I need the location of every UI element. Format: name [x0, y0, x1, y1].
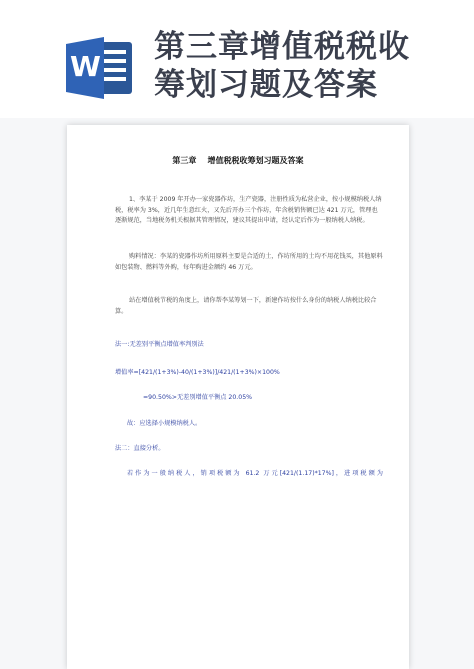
paragraph-purchase-info: 购料情况：李某的瓷器作坊所用原料主要是合适的土，作坊所用的土均不用花钱买，其他原料如包装物、燃料等外购，每年购进金额约 46 万元。 [115, 253, 383, 271]
banner-title [154, 28, 464, 104]
header-banner [0, 0, 474, 118]
document-page [67, 125, 409, 669]
paragraph-case-description: 1、李某于 2009 年开办一家瓷器作坊，生产瓷器，注册性质为私营企业，按小规模纳税人纳税，税率为 3%，近几年生意红火，又先后开办三个作坊，年含税销售额已达 421 万元，管理也逐渐规范，当地税务机关根据其管理情况，建议其提出申请，经认定后作为一般纳税人纳税。 [115, 196, 382, 224]
method-two-heading: 法二：直接分析。 [115, 445, 165, 452]
document-heading: 第三章 增值税税收筹划习题及答案 [172, 156, 304, 165]
value-added-rate-result: =90.50%>无差别增值平衡点 20.05% [143, 394, 253, 401]
conclusion-one: 故：应选择小规模纳税人。 [127, 420, 202, 427]
method-one-heading: 法一:无差别平衡点增值率判别法 [115, 341, 204, 348]
method-two-analysis: 若作为一般纳税人，销项税额为 61.2 万元[421/(1.17)*17%]，进项税额为 [127, 470, 383, 477]
word-logo-letter: W [70, 50, 101, 83]
paragraph-question: 站在增值税节税的角度上，请你帮李某筹划一下，新建作坊按什么身份的纳税人纳税比较合算。 [115, 297, 377, 315]
value-added-rate-formula: 增值率=[421/(1+3%)-40/(1+3%)]/421/(1+3%)×100% [115, 369, 280, 376]
banner-title-line-1: 第三章增值税税收 [154, 29, 410, 65]
banner-title-line-2: 筹划习题及答案 [154, 67, 378, 103]
